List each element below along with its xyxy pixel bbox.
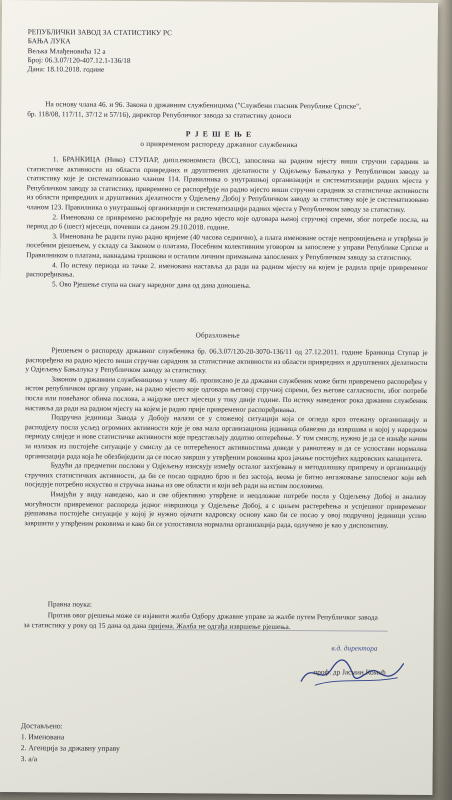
legal-notice-text: за статистику у року од 15 дана од дана пријема. Жалба не одгађа извршење рјешења.: [23, 621, 291, 632]
delivery-item: 1. Именована: [20, 732, 65, 742]
legal-notice-title: Правна поука:: [47, 600, 92, 609]
intro-line: На основу члана 46. и 96. Закона о државним службеницима ("Службени гласник Републике Српске",: [45, 100, 362, 111]
decision-subtitle: о привременом распореду државног службеника: [140, 139, 298, 150]
header-line: Дана: 18.10.2018. године: [27, 65, 105, 74]
decision-items: [26, 155, 429, 292]
decision-item: 4. По истеку периода из тачке 2. именована наставља да ради на радном мјесту на којем је радила прије привременог распоређивања.: [26, 260, 429, 279]
header-line: РЕПУБЛИЧКИ ЗАВОД ЗА СТАТИСТИКУ РС: [27, 28, 173, 38]
reasoning-paragraph: Подручна јединица Завода у Добоју налази се у сложеној ситуацији која се огледа кроз отежану организацију и расподјелу посла усљед огромних активности које је ова мала организациона јединица обавезна да извршава и којој у наредном периоду слиједе и нове статистичке активности које представљају додатно оптерећење. У том смислу, нужно је да се изнађе начин за излазак из постојеће ситуације у смислу да се оптерећеност активностима доведе у равнотежу и да се успостави нормална организација рада која ће обезбиједити да се посао заврши у утврђеним роковима кроз јачање постојећих кадровских капацитета.: [24, 413, 428, 463]
signatory-role: в.д. директора: [331, 644, 378, 653]
signatory-name: проф. др Јасмин Комић: [313, 668, 386, 677]
reasoning-paragraph: Законом о државним службеницима у члану 46. прописано је да државни службеник може бити привремено распоређен у истом републичком органу управе, на радно мјесто које одговара његовој стручној спреми, без његове сагласности, због потребе посла или повећаног обима послова, а најдуже шест мјесеци у току двије године. По истеку наведеног рока државни службеник наставља да ради на радном мјесту на којем је радио прије привременог распоређивања.: [25, 375, 428, 414]
document-header: [27, 28, 172, 75]
header-line: Број: 06.3.07/120-407.12.1-136/18: [27, 56, 131, 65]
delivery-title: Достављено:: [20, 721, 63, 731]
page-edge-shadow: [438, 0, 452, 800]
reasoning-body: [24, 346, 427, 531]
reasoning-title: Образложење: [195, 331, 240, 340]
reasoning-paragraph: Будући да предметни послови у Одјељењу изискују између осталог захтјевању и методолошку припрему и организацију стручних статистичких активности, да би се посао одрадио брзо и без застоја, веома је битно ангажовање запосленог који већ посједује потребно искуство и стручна знања из ове области и који већ ради на истим пословима.: [24, 461, 427, 491]
decision-item: 1. БРАНКИЦА (Нико) СТУПАР, дипл.економиста (ВСС), запослена на радном мјесту виши стручни сарадник за статистичке активности из области привредних и друштвених дјелатности у Одјељењу Бањалука у Републичком заводу за статистику које је систематизовано чланом 114. Правилника о унутрашњој организацији и систематизацији радних мјеста у Републичком заводу за статистику, привремено се распоређује на радно мјесто виши стручни сарадник за статистичке активности из области привредних и друштвених дјелатности у Одјељењу Добој у Републичком заводу за статистику које је систематизовано чланом 123. Правилника о унутрашњој организацији и систематизацији радних мјеста у Републичком заводу за статистику.: [26, 155, 429, 214]
decision-item: 2. Именована се привремено распоређује на радно мјесто које одговара њеној стручној спреми, због потребе посла, на период до 6 (шест) мјесеци, почевши са даном 29.10.2018. године.: [26, 212, 429, 232]
delivery-item: 2. Агенција за државну управу: [20, 743, 120, 753]
reasoning-paragraph: Имајући у виду наведено, као и све објективно утврђене и неодложне потребе посла у Одјељењу Добој и анализу могућности привременог распореда једног извршиоца у Одјељење Добој, а с циљем растерећења и успјешног привременог рјешавања постојеће ситуације у којој је нужно ојачати кадровску основу како би се посао у овој подручној јединици успио завршити у утврђеним роковима и како би се успоставила нормална организација рада, одлучено је као у диспозитиву.: [24, 490, 427, 530]
header-line: Вељка Млађеновића 12 а: [27, 46, 106, 56]
decision-item: 3. Именована ће радити пуно радно вријеме (40 часова седмично), а плата именоване остаје непромијењена и утврђена је посебним рјешењем, у складу са Законом о платама, Посебним колективним уговором за запослене у управи Републике Српске и Правилником о платама, накнадама трошкова и осталим личним примањима запослених у Републичком заводу за статистику.: [26, 232, 429, 262]
intro-line: бр. 118/08, 117/11, 37/12 и 57/16), директор Републичког завода за статистику доноси: [27, 110, 292, 121]
decision-title: Р Ј Е Ш Е Њ Е: [185, 129, 253, 139]
legal-notice-text: Против овог рјешења може се изјавити жалба Одбору државне управе за жалбе путем Републичког завода: [47, 611, 378, 622]
header-line: БАЊА ЛУКА: [27, 37, 71, 46]
delivery-item: 3. а/а: [20, 754, 38, 764]
reasoning-paragraph: Рјешењем о распореду државног службеника бр. 06.3.07/120-20-3070-136/11 од 27.12.2011. године Бранкица Ступар је распоређена на радно мјесто виши стручни сарадник за статистичке активности из области привредних и друштвених дјелатности у Одјељењу Бањалука у Републичком заводу за статистику.: [25, 346, 428, 375]
delivery-list: [21, 720, 120, 765]
decision-item: 5. Ово Рјешење ступа на снагу наредног дана од дана доношења.: [51, 280, 251, 290]
